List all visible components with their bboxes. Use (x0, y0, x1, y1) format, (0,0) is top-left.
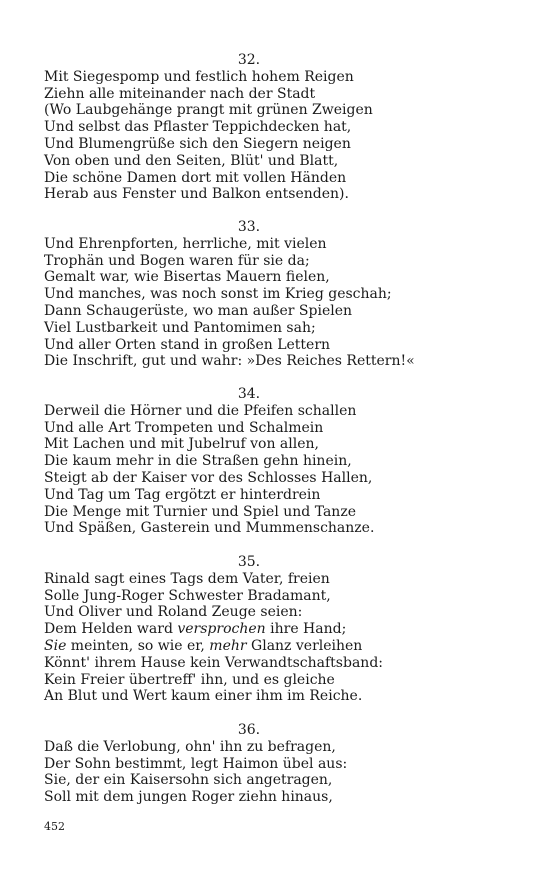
verse-line (44, 170, 514, 187)
stanza-verses (44, 403, 514, 537)
verse-text: Und Oliver und Roland Zeuge seien: (44, 604, 303, 621)
verse-line (44, 756, 514, 773)
verse-line (44, 672, 514, 689)
verse-text: Und Ehrenpforten, herrliche, mit vielen (44, 235, 327, 252)
verse-text: Die Menge mit Turnier und Spiel und Tanze (44, 503, 356, 520)
stanza-number: 34. (237, 386, 261, 402)
emphasized-text: versprochen (177, 621, 266, 638)
verse-text: Die schöne Damen dort mit vollen Händen (44, 169, 347, 186)
verse-text: Derweil die Hörner und die Pfeifen schallen (44, 402, 357, 419)
verse-text: Viel Lustbarkeit und Pantomimen sah; (44, 319, 316, 336)
verse-text: Sie, der ein Kaisersohn sich angetragen, (44, 772, 333, 789)
emphasized-text: mehr (209, 637, 247, 654)
verse-text: ihre Hand; (265, 621, 347, 638)
verse-text: Und manches, was noch sonst im Krieg geschah; (44, 286, 392, 303)
stanza-verses (44, 69, 514, 203)
verse-line (44, 621, 514, 638)
verse-line (44, 102, 514, 119)
page-number: 452 (44, 820, 65, 833)
verse-line (44, 320, 514, 337)
verse-text: Soll mit dem jungen Roger ziehn hinaus, (44, 789, 333, 806)
verse-line (44, 153, 514, 170)
verse-text: Kein Freier übertreff' ihn, und es gleiche (44, 671, 335, 688)
verse-line (44, 453, 514, 470)
verse-text: Und Späßen, Gasterein und Mummenschanze. (44, 520, 375, 537)
verse-text: meinten, so wie er, (66, 637, 210, 654)
verse-text: Könnt' ihrem Hause kein Verwandtschaftsband: (44, 654, 383, 671)
verse-line (44, 470, 514, 487)
verse-line (44, 403, 514, 420)
verse-line (44, 420, 514, 437)
verse-line (44, 739, 514, 756)
verse-text: Die kaum mehr in die Straßen gehn hinein, (44, 453, 352, 470)
verse-line (44, 269, 514, 286)
verse-text: Und selbst das Pflaster Teppichdecken hat, (44, 119, 352, 136)
verse-line (44, 436, 514, 453)
verse-line (44, 571, 514, 588)
verse-text: Von oben und den Seiten, Blüt' und Blatt, (44, 152, 339, 169)
stanza-verses (44, 739, 514, 806)
verse-line (44, 286, 514, 303)
stanza-verses (44, 236, 514, 370)
verse-text: Glanz verleihen (246, 637, 363, 654)
verse-line (44, 604, 514, 621)
stanza-number: 33. (237, 219, 261, 235)
verse-text: Rinald sagt eines Tags dem Vater, freien (44, 570, 330, 587)
verse-line (44, 588, 514, 605)
stanza-35 (44, 554, 514, 705)
verse-text: Trophän und Bogen waren für sie da; (44, 252, 310, 269)
verse-line (44, 487, 514, 504)
verse-line (44, 772, 514, 789)
verse-line (44, 119, 514, 136)
verse-line (44, 136, 514, 153)
verse-text: Die Inschrift, gut und wahr: »Des Reiches Rettern!« (44, 353, 415, 370)
stanza-32 (44, 52, 514, 203)
verse-text: Dem Helden ward (44, 621, 178, 638)
verse-line (44, 353, 514, 370)
stanza-33 (44, 219, 514, 370)
verse-line (44, 69, 514, 86)
verse-line (44, 688, 514, 705)
verse-text: (Wo Laubgehänge prangt mit grünen Zweigen (44, 102, 373, 119)
verse-text: Solle Jung-Roger Schwester Bradamant, (44, 587, 331, 604)
emphasized-text: Sie (44, 637, 67, 654)
verse-line (44, 86, 514, 103)
verse-text: Und Blumengrüße sich den Siegern neigen (44, 135, 351, 152)
verse-text: Daß die Verlobung, ohn' ihn zu befragen, (44, 738, 336, 755)
stanza-36 (44, 722, 514, 806)
verse-line (44, 520, 514, 537)
verse-line (44, 337, 514, 354)
verse-text: Dann Schaugerüste, wo man außer Spielen (44, 302, 353, 319)
stanza-number: 36. (237, 722, 261, 738)
stanza-verses (44, 571, 514, 705)
verse-text: Mit Lachen und mit Jubelruf von allen, (44, 436, 319, 453)
stanza-number: 35. (237, 554, 261, 570)
verse-text: Gemalt war, wie Bisertas Mauern fielen, (44, 269, 330, 286)
verse-text: Und alle Art Trompeten und Schalmein (44, 419, 324, 436)
verse-line (44, 186, 514, 203)
verse-text: An Blut und Wert kaum einer ihm im Reiche. (44, 688, 363, 705)
verse-line (44, 504, 514, 521)
verse-text: Und Tag um Tag ergötzt er hinterdrein (44, 486, 321, 503)
verse-text: Und aller Orten stand in großen Lettern (44, 336, 331, 353)
verse-text: Mit Siegespomp und festlich hohem Reigen (44, 68, 354, 85)
verse-text: Der Sohn bestimmt, legt Haimon übel aus: (44, 755, 348, 772)
verse-text: Ziehn alle miteinander nach der Stadt (44, 85, 316, 102)
verse-text: Steigt ab der Kaiser vor des Schlosses Hallen, (44, 469, 373, 486)
stanza-34 (44, 386, 514, 537)
verse-line (44, 655, 514, 672)
verse-line (44, 303, 514, 320)
verse-line (44, 253, 514, 270)
verse-line (44, 236, 514, 253)
stanza-number: 32. (237, 52, 261, 68)
verse-line (44, 638, 514, 655)
verse-text: Herab aus Fenster und Balkon entsenden). (44, 186, 349, 203)
verse-line (44, 789, 514, 806)
